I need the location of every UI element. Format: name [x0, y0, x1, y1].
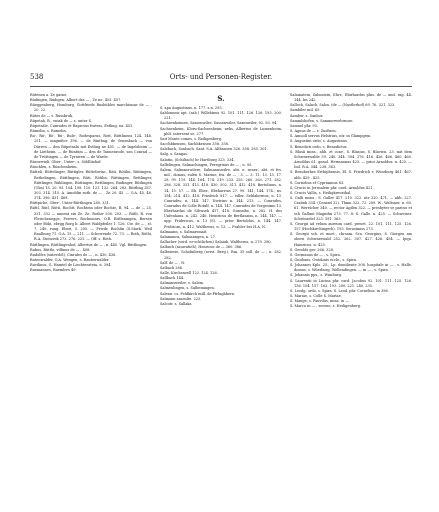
index-entry: Ruemannes, Ruemlers 49. — [30, 268, 77, 273]
index-entry: S. Mauge, s. Fauvilus, mins. in — . — [290, 299, 351, 304]
index-entry: S. Amuoll servus Helstrius, ntr. in Glampgem. — [290, 134, 372, 139]
index-entry: S. Galli mons., S. Galler 417. 210. 322. ntr 320. 471. — abb. 227. Crabnk 334. (Conrad 32). Thmn 322. 72. 209. W., Waltsner, n. 60. 61. Wereicher 340. — rector Agilen 322. — presbyter se parcus et sch Galluni Magnifin 273. 77. 8: S. Galle. n. 425. — Schweiser. Schrönzelel 325. 391. 363. — [290, 196, 412, 221]
index-entry: Ravilinus, G. Hamtel de Liechtensteia, n. 394. — [30, 263, 112, 268]
index-entry: Rudolfes (sutevrlöl), Cinrales de — , n. 430. 436. — [30, 252, 117, 257]
index-entry: Salbenwie, Scholinberg (servi. Berg.), Rm. 35 soll. de — , n. 282. 282. — [160, 250, 282, 260]
index-entry: Salmonn sasenlte. 223. — [160, 296, 202, 301]
index-entry: Rüpetah, B., vniak de — s. unter S. — [30, 118, 92, 123]
index-entry: Salamatein, Salmstein, Ehrr., Ebirhardus plns. de — und. rag. 44. 144. Im 242. — [290, 93, 412, 103]
index-entry: S. Leodg. ordo, s. Spira. S. Leod. phr. Cornelius. in 396. — [290, 288, 389, 293]
index-entry: S. Johannis pps., s. Wimburg. — [290, 273, 343, 278]
index-entry: Salem, Salmanswilere, Salmannswilre, abt. e. sener., abt. et frs. mil., domus, sulen S. Marine, fra. de — , 3. — 3. 11. 13. 15. 17. 28. 99. 119. 144. 164. 174. 219. 233. 255. 260. 263. 271. 282. 286. 328. 331. 413. 418. 430. 502, 511. 412. 418. Bertolinus, n. 14. 15. 57. — Eb. Eber., Ebeharrius 27. 99. 141. 144. 174., ns. 194. 214. 412. 418. Friedrich 817. — edler. Sehlabernus, n. 13. Cunrades, n. 144. 147. Dietrins n. 144. 213. — Cunrades, Conradus de Colle Rotulf, n. 144. 147. Cunrades de Vorgesimo 13. Eberhardus de Silvaseh 417. 418. Gunssibe, n. 282. H. des Unfenhaus. n. 242. 246. Heinricus de Bertlasaim, n. 144. 147. — upp. Fridericus, n. 13 (S). — prior Bertoldus, n. 144. 147. Fridrican, n. 412. Waltherus, n. 13. — Frahler bei H.A. N. — [160, 167, 282, 229]
index-entry: Rubus, Rüttle, villinus de — , 408. — [30, 247, 91, 252]
index-entry: Salloch, Salach, Salza, (de — (Nastlerhof) 69. 76. 321. 323. — [290, 103, 396, 108]
index-entry: S. Gerolds ger. 266. 328. — [290, 247, 334, 252]
index-entry: Sacchbkensen, Sachbkensen 358. 358. — [160, 142, 230, 147]
index-entry: Sachsenheim, Kloru-Sachsenheim, neks, Albertus de Lumenheim, phlt. intersent se. 277. — [160, 126, 282, 136]
index-entry: Salf. de — , N. — [160, 260, 186, 265]
index-entry: Sallbach 144. — [160, 276, 185, 281]
index-column-right — [290, 93, 412, 310]
index-entry: S. Georgii ad velum aureum card. preset. 22. 101. 111. 125. 126. 157 (Hochkirchingerh). 193. Serasimiss 273. — [290, 221, 412, 232]
index-entry: Salmeulingen, s. Salbemingen. — [160, 286, 215, 291]
index-entry: Rüdingen, Rüdigen, Albert des — , Ze ne. 455. 457. — [30, 98, 122, 103]
index-column-left — [30, 93, 152, 310]
index-entry: Rüttpiche, Ober-, Unter-Rüttlingen 280. 331. — [30, 201, 110, 206]
index-entry: Salmaann, s. Salmarsmait. — [160, 229, 208, 234]
index-entry: Rüesewieli, Ober-, Unter-, s. Söldlitzhof. — [30, 160, 102, 165]
index-entry: Sambor, s. Sanbor. — [290, 113, 324, 118]
index-entry: Rüttl, Rütl, Rütti, Rochtt, Rochtein oder Rochte, R, 94. — de — 25. 331. 332 — unnent ein Ze. Ze. Rothiv 200. 203. — Rütli, R. von Fleischenegge, Ferrers, Rochmears, O.R. Rittleningen, Bersen oder Böhi, ebrgg Rorg b. Albert Waldpfeiler 1. 126. Cte. de — , st. 7. 240. rung. Eberi, 3. 295. — Friedr. Rochlin (S.Stark, Weil Raulburg 71. O.A. 15 — 211. — Scherrende 72. 73. — Roth, Röthi, R.A. Stoitzrek 273. 276. 231. — Off. s. Roth. — [30, 206, 152, 242]
index-entry: Sambiler mil. 65. — [290, 108, 321, 113]
page-number: 538 — [30, 73, 44, 81]
index-entry: Samuel phr. 93. — [290, 123, 318, 128]
index-entry: Rütteli, Rüttelinger, Rüttigler, Rütteliwinc, Räti, Rötilin, Rüttingen, Rethelingen, Rüttlingen, Räti, Rötilin, Rüttingen, Rettlinger, Rüttlinger, Rühlingen, Rüttingen, Rettlingen, Rudinger, Rütlingen (Ulm) 15. 20. 95. 104. 108. 110. 121. 132. 264. 283. Rüttling 287. 303. 314. 315. A. Ameldin sutb. de — , Ze 20. 45. — O.A. 45. 46. 374. 396. 431. 469. — [30, 170, 152, 201]
index-entry: Rütes de — s. Russbruk. — [30, 113, 74, 118]
index-column-middle — [160, 93, 282, 310]
index-entry: Sachsenheimen, Sassenwilre, Sassenwiler, Saxenwiler, 92. 93. 94. — [160, 121, 278, 126]
index-entry: S. Crucis Vallis, s. Heiligkreuzthal. — [290, 190, 352, 195]
index-entry: Rüeggenberg, Homburg, Gottfrieds Rusbühles marchionae de — , 20. 22. — [30, 103, 152, 113]
index-entry: S. Augustini ordo, s. Augustinus. — [290, 139, 348, 144]
index-entry: Salebach, Sonbach, Sant. S.A. Althausen 326. 358. 285. 301. — [160, 147, 268, 152]
index-entry: Salcotr. s. Sallakz. — [160, 301, 193, 306]
index-entry: Salfelingen, Salmachingen, Peregrinus de — , n. 95. — [160, 162, 253, 167]
page-header — [30, 72, 412, 87]
index-entry: Rüpetsäle, Cunrades et Raprotus fratres, Estling, na. 451. — [30, 123, 134, 128]
index-entry: S. Johannes Kpls. 25., Lp. domiliente 308. hospitale in — , s. Halle, domus, s. Würzburg, Wollendingen. — in — , s. Spira. — [290, 263, 412, 273]
index-entry: S. Benedicti ordo, s. Benedictus. — [290, 144, 348, 149]
index-entry: S. Agnus de — s. Zusfisen. — [290, 129, 337, 134]
index-entry: Sablonneis apt. (sah.) Willehinus 92. 101. 111. 126. 126. 193. 200. 221. — [160, 111, 282, 121]
index-entry: S. Cornelius et Cypriannus 83. — [290, 180, 345, 185]
index-entry: Rutenwalder, O.A. Wengen, s. Rautenwalder. — [30, 258, 110, 262]
index-entry: Sallacher (verd. er-schtlichen) Salaiab, Waltherus, n. 279. 280. — [160, 240, 272, 245]
index-entry: Salatin, (Schiltach) hr Hartburg 323. 334. — [160, 157, 235, 162]
index-entry: S. Crucis in Jerusalem phr. card. Arnoldus 421. — [290, 185, 374, 190]
register-page — [30, 72, 412, 448]
index-entry: S. Besuberhes Erthiphensis, El. S. Friedrich v. Würzburg 461. 467. abb. 429 . 425. — [290, 170, 412, 180]
index-entry: S. Blasii mins., abb. et conv., S. Blasius, S. Blavien. 23. mit dem Schwarzwalde 59. 240. 344. 394. 376. 416. 426. 466. 460. 460. Arnoldus 61. gnnol. Hermannus 425. — prior Arnoldus. n. 425. — Ind. R.A. 344. 238. 363. — [290, 149, 412, 170]
index-entry: Salmansweiler, s. Salem. — [160, 281, 205, 286]
index-entry: Salamanca, Salmanngen, n. 27. — [160, 234, 216, 239]
index-entry: Rüttlingen, Rüttlingenhof, Albertus de — , n. 440. Vgl. Rüttlingen. — [30, 242, 148, 247]
index-entry: Salle, Kirchenzell 123. 124. 126. — [160, 271, 218, 275]
index-entry: S. apa Augustinus, n. 177. s.n. 293. — [160, 106, 223, 110]
index-entry: Ru-, Rü-, Rö-, Rü-, Rule-, Rodesparus, Rott, Rüttlinens 124. 146. 251. — magnifice 396. — de Rinthag, de Gruenbach — von Dürren — den Rüpetsaln mit Estling ne 451. — de Ingelsheim — de Lietheim. — de Rüntüm — den de Tannenrode, son Conrad — de Trüttingen — de Tyrnwen — de Warde. — [30, 134, 152, 159]
index-entry: Rümelin, s. Rumelin. — [30, 129, 67, 134]
index-entry: Rüschlen, s. Rüschenheim. — [30, 165, 78, 170]
index-entry: Rütenen a. Ze garne. — [30, 93, 68, 97]
section-letter: S. — [217, 94, 225, 103]
page-title: Orts- und Personen-Register. — [169, 73, 273, 81]
index-entry: S. Mariae, s. Colle S. Mariae. — [290, 294, 342, 299]
index-entry: Sammlshofen, s. Sammerwehrnuse. — [290, 118, 354, 123]
index-entry: Salg. s. Sangas. — [160, 152, 189, 157]
index-entry: S. Guidonis, Gwidonis eccle., s. Spira. — [290, 258, 358, 262]
index-entry: S. Marcu in — , serene, s. Heiligenberg. — [290, 304, 362, 309]
index-entry: Salbach (sauwatieh), Henricus de — 360. 386. — [160, 245, 243, 250]
index-entry: Salenn. cs. Feldkirch mill. de Pfrlnghbern. — [160, 291, 236, 296]
index-entry: S. Laurentii in Lucina phr. card. Jacobus 92. 101. 111. 125. 126. 136. 154. 157. 163. 193. 200. 221. 240. 235. — [290, 278, 412, 288]
index-entry: S. Georgii sch. et mort., chrsam. Sca. Georgius, S. Giorgen am obern Schwarzwald 252. 262. 307. 427. 426. 454. — Ipqu. Hainricus. n. 425. — [290, 232, 412, 247]
index-entry: S. Germanus de — , s. Spira. — [290, 252, 341, 257]
index-columns — [30, 93, 412, 310]
index-entry: Sait Monte comes, s. Reiligenberg. — [160, 136, 223, 141]
index-entry: Salbach 286. — [160, 265, 184, 270]
